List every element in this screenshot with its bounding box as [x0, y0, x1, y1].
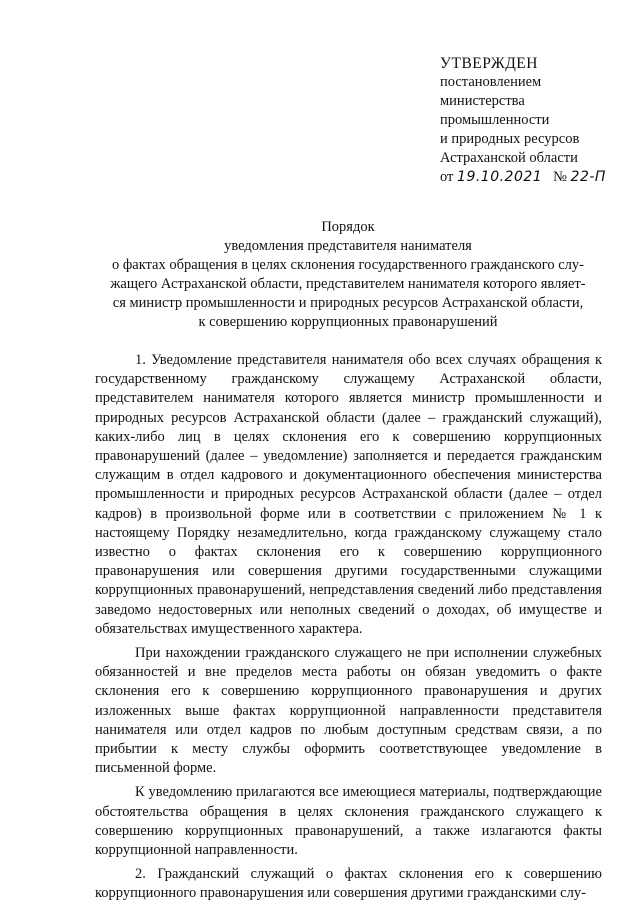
- title-line: о фактах обращения в целях склонения государственного гражданского слу-: [111, 257, 584, 273]
- approval-line: и природных ресурсов: [440, 131, 580, 147]
- decree-number: 22-П: [570, 169, 606, 185]
- title-line: уведомления представителя нанимателя: [224, 238, 472, 254]
- date-prefix: от: [440, 169, 454, 185]
- approval-line: министерства: [440, 93, 525, 109]
- paragraph-3: К уведомлению прилагаются все имеющиеся материалы, подтверждающие обстоятельства обращения в целях склонения гражданского служащего к совершению коррупционных правонарушений, а также излагаются факты коррупционной направленности.: [95, 784, 602, 859]
- approval-line: постановлением: [440, 74, 542, 90]
- document-body: [95, 351, 602, 904]
- title-line: жащего Астраханской области, представителем нанимателя которого являет-: [110, 276, 586, 292]
- decree-date-number: [440, 168, 630, 187]
- paragraph-2: При нахождении гражданского служащего не при исполнении служебных обязанностей и вне пределов места работы он обязан уведомить о факте склонения его к совершению коррупционного правонарушения и других изложенных выше фактах коррупционной направленности представителя нанимателя или отдел кадров по любым доступным средствам связи, а по прибытии к месту службы оформить соответствующее уведомление в письменной форме.: [95, 645, 602, 777]
- approval-line: Астраханской области: [440, 150, 578, 166]
- document-title: [88, 218, 608, 332]
- decree-date: 19.10.2021: [457, 169, 543, 185]
- approval-line: промышленности: [440, 112, 550, 128]
- title-line: Порядок: [321, 219, 375, 235]
- number-prefix: №: [553, 169, 567, 185]
- approval-heading: УТВЕРЖДЕН: [440, 55, 538, 72]
- paragraph-1: 1. Уведомление представителя нанимателя обо всех случаях обращения к государственному гражданскому служащему Астраханской области, представителем нанимателя которого является министр промышленности и природных ресурсов Астраханской области (далее – гражданский служащий), каких-либо лиц в целях склонения его к совершению коррупционных правонарушений (далее – уведомление) заполняется и передается гражданским служащим в отдел кадрового и документационного обеспечения министерства промышленности и природных ресурсов Астраханской области (далее – отдел кадров) в произвольной форме или в соответствии с приложением № 1 к настоящему Порядку незамедлительно, когда гражданскому служащему стало известно о фактах склонения его к совершению коррупционного правонарушения или совершения другими государственными служащими коррупционных правонарушений, непредставления сведений либо представления заведомо недостоверных или неполных сведений о доходах, об имуществе и обязательствах имущественного характера.: [95, 352, 602, 637]
- title-line: ся министр промышленности и природных ресурсов Астраханской области,: [112, 295, 584, 311]
- approval-stamp: [440, 54, 630, 187]
- title-line: к совершению коррупционных правонарушений: [198, 314, 498, 330]
- paragraph-4: 2. Гражданский служащий о фактах склонения его к совершению коррупционного правонарушения или совершения другими гражданскими слу-: [95, 866, 602, 902]
